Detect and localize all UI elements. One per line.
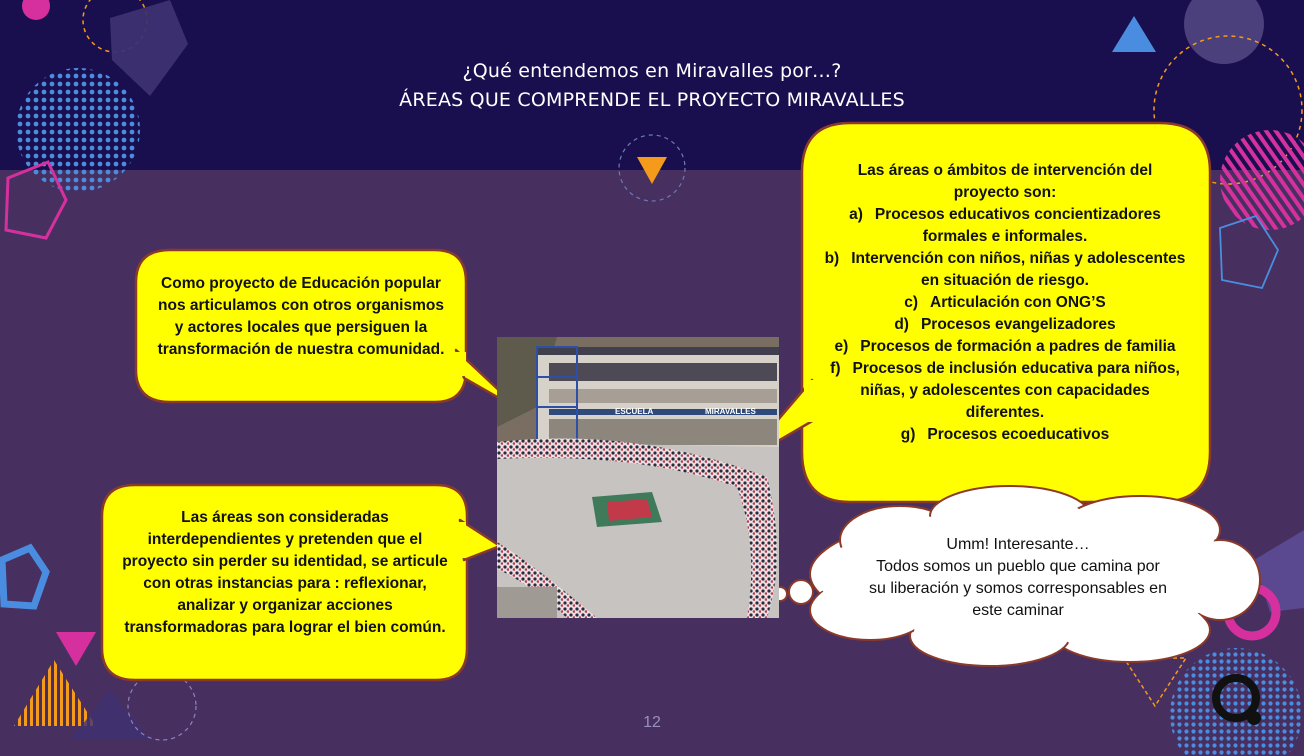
thought-dot-large xyxy=(789,580,813,604)
orange-triangle-shape xyxy=(637,157,667,184)
pink-dot-shape xyxy=(22,0,50,20)
area-marker: c) xyxy=(904,294,919,311)
bubble-left-bottom-text: Las áreas son consideradas interdependientes y pretenden que el proyecto sin perder su identidad, se articule con otras instancias para : reflexionar, analizar y organizar acciones transformadoras para lograr el bien común. xyxy=(122,509,448,636)
area-marker: f) xyxy=(830,360,841,377)
areas-list xyxy=(824,204,1186,446)
area-text: Procesos evangelizadores xyxy=(920,316,1116,333)
blue-triangle-shape xyxy=(1112,16,1156,52)
area-text: Procesos de inclusión educativa para niños, niñas, y adolescentes con capacidades diferentes. xyxy=(852,360,1180,421)
school-photo xyxy=(497,337,779,618)
grey-circle-shape xyxy=(1184,0,1264,64)
area-item xyxy=(824,336,1186,358)
area-marker: d) xyxy=(894,316,909,333)
area-item xyxy=(824,314,1186,336)
page-number: 12 xyxy=(643,714,661,731)
thought-line-2: Todos somos un pueblo que camina por su liberación y somos corresponsables en este caminar xyxy=(869,558,1167,619)
area-item xyxy=(824,248,1186,292)
grey-pentagon-shape xyxy=(1254,530,1304,612)
area-text: Procesos de formación a padres de familia xyxy=(860,338,1176,355)
area-item xyxy=(824,292,1186,314)
area-text: Procesos ecoeducativos xyxy=(927,426,1110,443)
thought-line-1: Umm! Interesante… xyxy=(946,536,1090,553)
area-text: Articulación con ONG’S xyxy=(930,294,1106,311)
area-item xyxy=(824,358,1186,424)
area-marker: g) xyxy=(900,426,916,443)
thought-bubble-text xyxy=(866,534,1170,622)
area-item xyxy=(824,424,1186,446)
bubble-right-content xyxy=(824,160,1186,446)
areas-intro: Las áreas o ámbitos de intervención del proyecto son: xyxy=(857,162,1153,201)
area-marker: b) xyxy=(824,250,840,267)
slide-title-line-2: ÁREAS QUE COMPRENDE EL PROYECTO MIRAVALLES xyxy=(399,89,905,111)
striped-triangle-shape xyxy=(14,660,96,726)
dotted-circle-shape xyxy=(16,68,140,192)
photo-sign-right: MIRAVALLES xyxy=(705,407,756,416)
bubble-left-top-text: Como proyecto de Educación popular nos articulamos con otros organismos y actores locales que persiguen la transformación de nuestra comunidad. xyxy=(157,275,445,358)
black-dot-shape xyxy=(1247,711,1261,725)
area-marker: a) xyxy=(849,206,863,223)
photo-sign-left: ESCUELA xyxy=(615,407,654,416)
dotted-big-circle-shape xyxy=(1170,648,1302,756)
area-text: Procesos educativos concientizadores formales e informales. xyxy=(874,206,1161,245)
area-text: Intervención con niños, niñas y adolescentes en situación de riesgo. xyxy=(851,250,1186,289)
area-marker: e) xyxy=(834,338,849,355)
slide-title-line-1: ¿Qué entendemos en Miravalles por…? xyxy=(462,60,842,82)
pink-triangle-shape xyxy=(56,632,96,666)
striped-circle-shape xyxy=(1220,130,1304,230)
blue-pentagon-thick-shape xyxy=(2,548,46,606)
area-item xyxy=(824,204,1186,248)
